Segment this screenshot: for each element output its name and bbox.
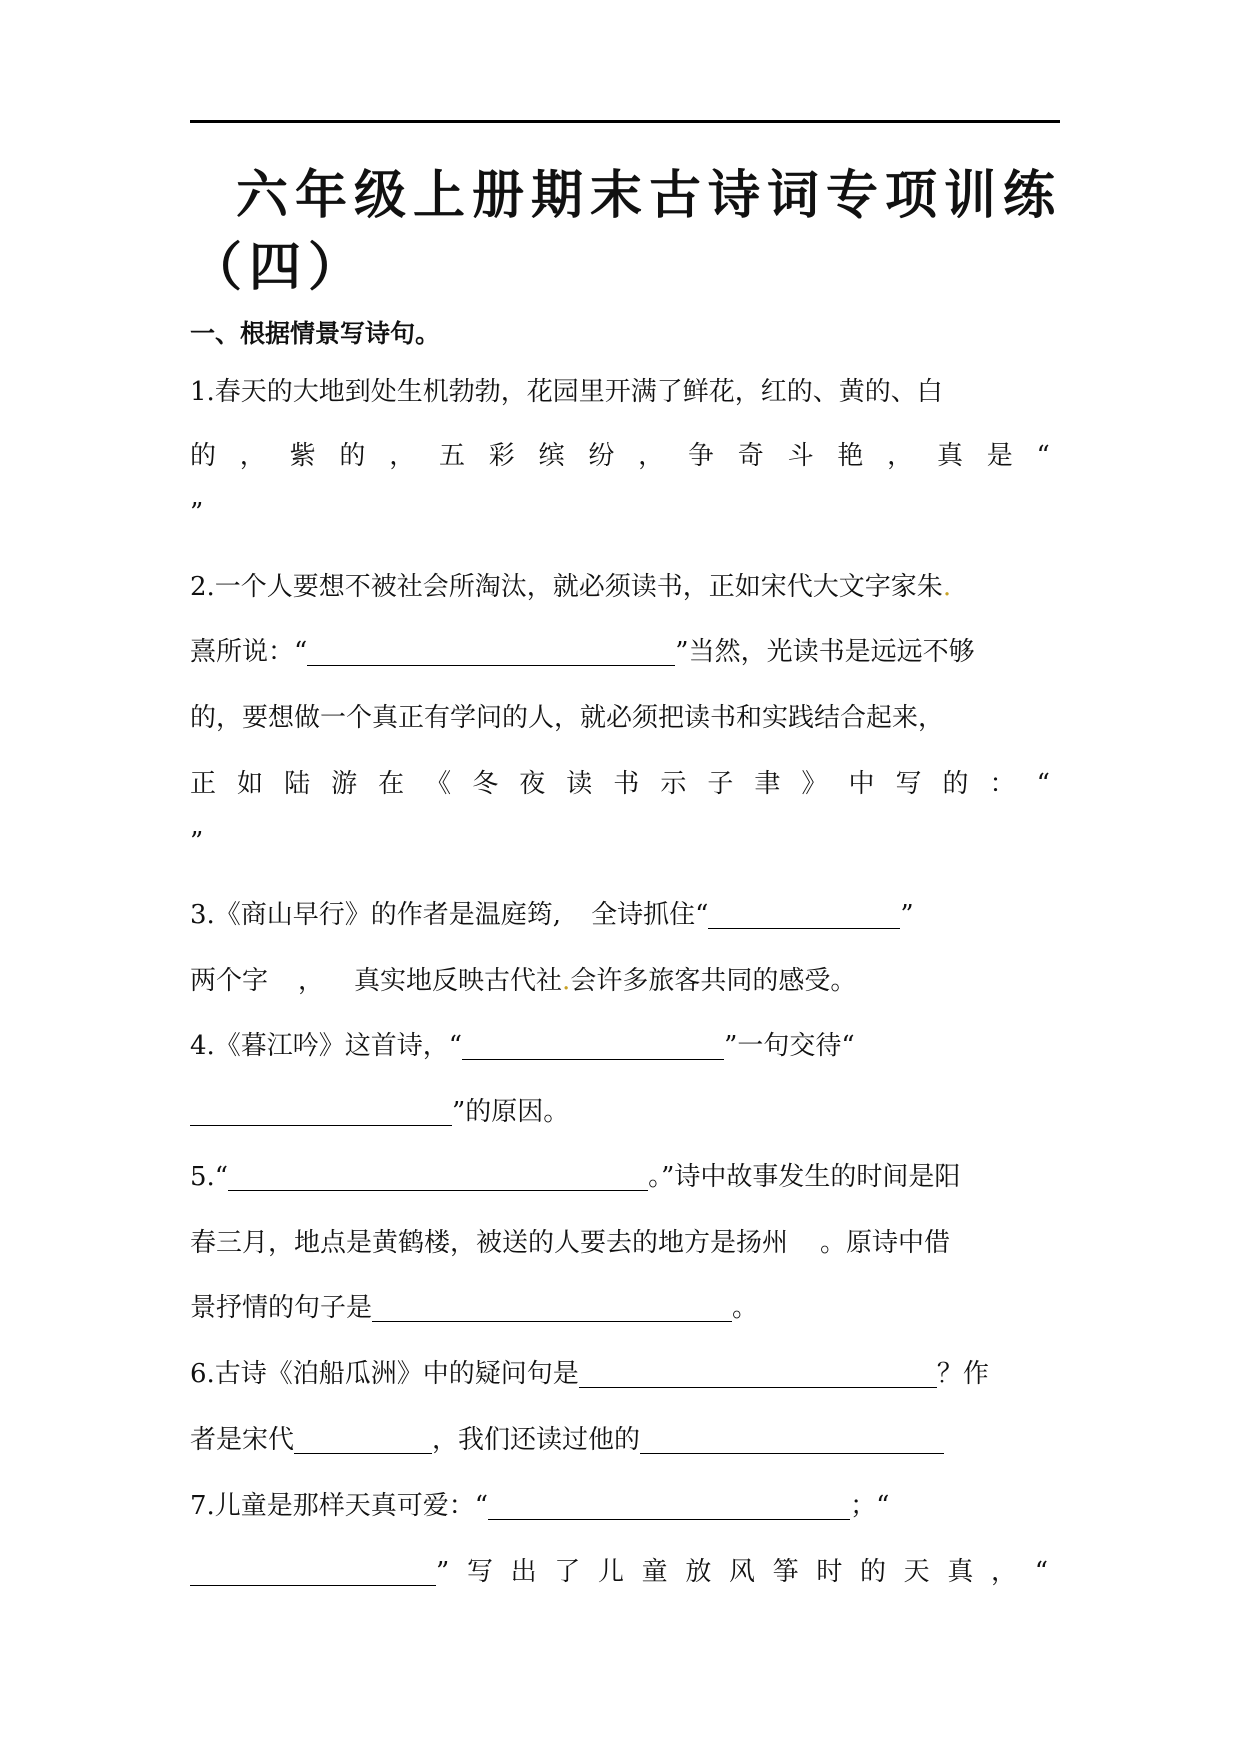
q4-line-1: 4.《暮江吟》这首诗，“ ”一句交待“	[190, 1031, 855, 1061]
answer-blank[interactable]	[190, 1555, 436, 1586]
q2-line-3: 的，要想做一个真正有学问的人，就必须把读书和实践结合起来，	[190, 703, 945, 733]
page-title	[190, 160, 1070, 304]
q1-line-1: 1.春天的大地到处生机勃勃，花园里开满了鲜花，红的、黄的、白	[190, 377, 943, 407]
answer-blank[interactable]	[462, 1029, 724, 1060]
q1-line-2: 的 ， 紫 的 ， 五 彩 缤 纷 ， 争 奇 斗 艳 ， 真 是 “	[190, 441, 1050, 471]
q7-line-2-text: ” 写 出 了 儿 童 放 风 筝 时 的 天 真 ， “	[436, 1557, 1048, 1587]
answer-blank[interactable]	[228, 1160, 648, 1191]
q2-line-4: 正 如 陆 游 在 《 冬 夜 读 书 示 子 聿 》 中 写 的 ： “	[190, 769, 1050, 799]
answer-blank[interactable]	[307, 635, 675, 666]
header-rule	[190, 120, 1060, 123]
q7-line-2	[190, 1552, 1060, 1592]
q5-line-2: 春三月，地点是黄鹤楼，被送的人要去的地方是扬州 。原诗中借	[190, 1228, 951, 1258]
q2-line-5: ”	[190, 827, 204, 857]
q4-line-2: ”的原因。	[190, 1092, 1060, 1132]
q7-line-1: 7.儿童是那样天真可爱：“ ；“	[190, 1491, 890, 1521]
section-heading: 一、根据情景写诗句。	[190, 319, 441, 348]
q6-line-2: 者是宋代 ，我们还读过他的	[190, 1420, 1060, 1460]
answer-blank[interactable]	[579, 1357, 937, 1388]
answer-blank[interactable]	[294, 1423, 432, 1454]
q2-line-2: 熹所说：“ ”当然，光读书是远远不够	[190, 637, 975, 667]
q3-line-1: 3.《商山早行》的作者是温庭筠, 全诗抓住“ ”	[190, 900, 914, 930]
answer-blank[interactable]	[708, 898, 900, 929]
q5-line-3: 景抒情的句子是 。	[190, 1293, 759, 1323]
q2-line-1: 2.一个人要想不被社会所淘汰，就必须读书，正如宋代大文字家朱.	[190, 572, 952, 602]
title-line-2: （四）	[190, 238, 368, 298]
q1-line-3: ”	[190, 498, 204, 528]
q3-line-2: 两个字 ， 真实地反映古代社.会许多旅客共同的感受。	[190, 966, 857, 996]
answer-blank[interactable]	[640, 1423, 944, 1454]
q5-line-1: 5.“ 。”诗中故事发生的时间是阳	[190, 1162, 961, 1192]
answer-blank[interactable]	[372, 1291, 732, 1322]
q6-line-1: 6.古诗《泊船瓜洲》中的疑问句是 ？作	[190, 1359, 989, 1389]
answer-blank[interactable]	[190, 1095, 452, 1126]
answer-blank[interactable]	[488, 1489, 850, 1520]
title-line-1: 六年级上册期末古诗词专项训练	[236, 166, 1063, 226]
